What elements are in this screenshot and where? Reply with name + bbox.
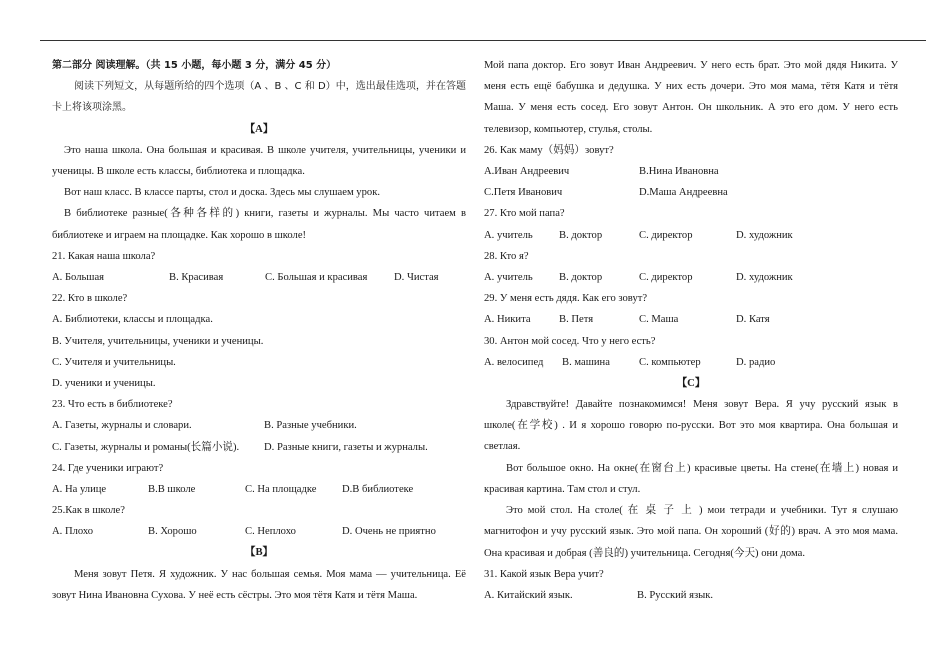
option-c[interactable]: C. Большая и красивая (265, 272, 368, 284)
section-header: 第二部分 阅读理解。（共 15 小题，每小题 3 分，满分 45 分） (52, 60, 337, 71)
left-column (52, 55, 466, 606)
option-c[interactable]: C.Петя Иванович (484, 187, 563, 199)
question-24: 24. Где ученики играют? (52, 462, 164, 474)
question-27: 27. Кто мой папа? (484, 208, 565, 220)
option-a[interactable]: A. Китайский язык. (484, 589, 573, 601)
options-row (484, 585, 898, 606)
option-b[interactable]: B.В школе (148, 483, 196, 495)
option-a[interactable]: A.Иван Андреевич (484, 166, 570, 177)
option-d[interactable]: D. Очень не приятно (342, 526, 436, 538)
instructions: 阅读下列短文，从每题所给的四个选项（A 、B 、C 和 D）中，选出最佳选项，并在答题卡上将该项涂黑。 (52, 81, 466, 114)
section-c-title: 【C】 (676, 377, 706, 389)
options-row (484, 182, 898, 203)
options-row (484, 225, 898, 246)
option-c[interactable]: C. Газеты, журналы и романы(长篇小说). (52, 441, 240, 453)
question-26: 26. Как маму（妈妈）зовут? (484, 144, 614, 156)
question-25: 25.Как в школе? (52, 505, 125, 517)
option-a[interactable]: A. Плохо (52, 526, 94, 538)
option-b[interactable]: B. Русский язык. (637, 589, 714, 601)
question-29: 29. У меня есть дядя. Как его зовут? (484, 293, 648, 305)
options-row (484, 352, 898, 373)
option-b[interactable]: B. Красивая (169, 272, 224, 284)
option-a[interactable]: A. учитель (484, 271, 533, 283)
option-c[interactable]: C. директор (639, 271, 693, 283)
paragraph: Вот наш класс. В классе парты, стол и доска. Здесь мы слушаем урок. (64, 187, 380, 199)
option-c[interactable]: C. компьютер (639, 356, 701, 368)
right-column (484, 55, 898, 606)
paragraph: Это наша школа. Она большая и красивая. В школе учителя, учительницы, ученики и ученицы. В школе есть классы, библиотека и площадка. (52, 144, 466, 178)
option-d[interactable]: D. художник (736, 229, 793, 241)
question-21: 21. Какая наша школа? (52, 250, 156, 262)
options-row (52, 437, 466, 458)
options-row (52, 267, 466, 288)
option-d[interactable]: D. ученики и ученицы. (52, 377, 156, 389)
options-row (52, 521, 466, 542)
options-row (484, 309, 898, 330)
option-b[interactable]: B. Разные учебники. (264, 420, 357, 432)
paragraph: Здравствуйте! Давайте познакомимся! Меня зовут Вера. Я учу русский язык в школе(在学校) . И я хорошо говорю по-русски. Вот это моя квартира. Она большая и светлая. (484, 399, 898, 453)
option-d[interactable]: D. Разные книги, газеты и журналы. (264, 441, 428, 453)
option-a[interactable]: A. Газеты, журналы и словари. (52, 420, 192, 432)
top-rule (40, 40, 926, 41)
option-c[interactable]: C. Учителя и учительницы. (52, 356, 176, 368)
option-a[interactable]: A. Библиотеки, классы и площадка. (52, 314, 213, 326)
question-22: 22. Кто в школе? (52, 293, 128, 305)
paragraph: Это мой стол. На столе( 在 桌 子 上 ) мои тетради и учебники. Тут я слушаю магнитофон и учу русский язык. Это мой папа. Он хороший (好的) врач. А это моя мама. Она красивая и добрая (善良的) учительница. Сегодня(今天) они дома. (484, 505, 898, 559)
option-d[interactable]: D. Чистая (394, 272, 439, 284)
option-b[interactable]: B. доктор (559, 229, 603, 241)
option-d[interactable]: D. художник (736, 271, 793, 283)
option-a[interactable]: A. На улице (52, 483, 107, 495)
option-d[interactable]: D. Катя (736, 314, 770, 326)
paragraph: В библиотеке разные(各种各样的) книги, газеты и журналы. Мы часто читаем в библиотеке и играем на площадке. Как хорошо в школе! (52, 208, 466, 241)
option-a[interactable]: A. Никита (484, 314, 531, 326)
options-row (484, 161, 898, 182)
options-row (484, 267, 898, 288)
question-30: 30. Антон мой сосед. Что у него есть? (484, 335, 656, 347)
option-a[interactable]: A. Большая (52, 272, 105, 284)
option-c[interactable]: C. Неплохо (245, 526, 296, 538)
question-31: 31. Какой язык Вера учит? (484, 568, 604, 580)
option-a[interactable]: A. велосипед (484, 356, 544, 368)
paragraph: Мой папа доктор. Его зовут Иван Андреевич. У него есть брат. Это мой дядя Никита. У меня есть ещё бабушка и дедушка. У них есть дочери. Это моя мама, тётя Катя и тётя Маша. У меня есть сосед. Его зовут Антон. Он школьник. А это его дом. У него есть телевизор, компьютер, стулья, столы. (484, 60, 898, 135)
paragraph: Вот большое окно. На окне(在窗台上) красивые цветы. На стене(在墙上) новая и красивая картина. Там стол и стул. (484, 462, 898, 495)
paragraph: Меня зовут Петя. Я художник. У нас большая семья. Моя мама — учительница. Её зовут Нина Ивановна Сухова. У неё есть сёстры. Это моя тётя Катя и тётя Маша. (52, 568, 466, 601)
option-b[interactable]: B. Учителя, учительницы, ученики и ученицы. (52, 335, 264, 347)
option-c[interactable]: C. На площадке (245, 483, 317, 495)
option-b[interactable]: B. доктор (559, 271, 603, 283)
option-c[interactable]: C. Маша (639, 314, 679, 326)
options-row (52, 415, 466, 436)
option-d[interactable]: D.В библиотеке (342, 483, 414, 495)
question-23: 23. Что есть в библиотеке? (52, 399, 173, 411)
option-b[interactable]: B. Хорошо (148, 526, 197, 538)
option-c[interactable]: C. директор (639, 229, 693, 241)
option-b[interactable]: B. Петя (559, 314, 594, 326)
option-a[interactable]: A. учитель (484, 229, 533, 241)
section-b-title: 【B】 (244, 547, 274, 559)
options-row (52, 479, 466, 500)
option-b[interactable]: B.Нина Ивановна (639, 166, 719, 177)
option-d[interactable]: D. радио (736, 356, 776, 368)
option-b[interactable]: B. машина (562, 356, 610, 368)
option-d[interactable]: D.Маша Андреевна (639, 187, 728, 199)
section-a-title: 【A】 (244, 123, 274, 135)
question-28: 28. Кто я? (484, 250, 529, 262)
